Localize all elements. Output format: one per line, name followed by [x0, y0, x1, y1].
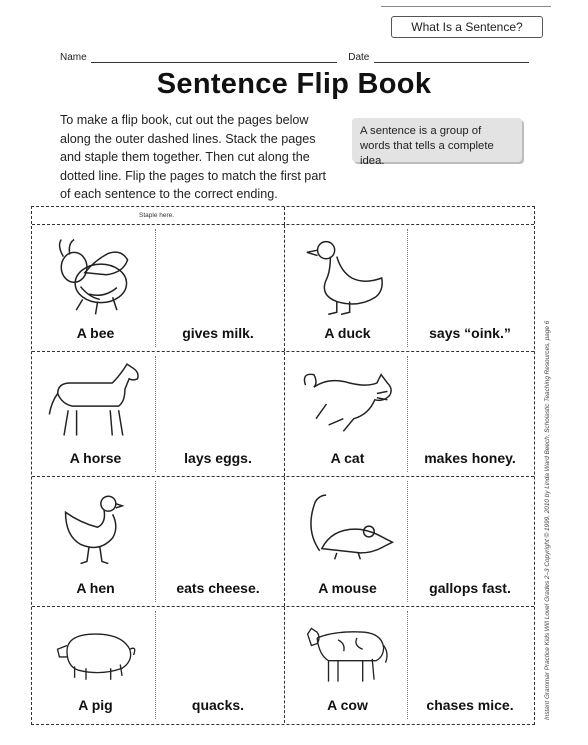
sentence-end: makes honey. — [424, 450, 516, 466]
ending-card — [156, 356, 280, 472]
sentence-end: says “oink.” — [429, 325, 511, 341]
sentence-end: gallops fast. — [429, 580, 511, 596]
name-date-row — [60, 52, 529, 63]
duck-card — [288, 229, 408, 347]
sentence-end: eats cheese. — [176, 580, 260, 596]
flip-page-2 — [32, 352, 534, 477]
bee-icon — [42, 235, 149, 321]
sentence-start: A cat — [330, 450, 365, 466]
cow-card — [288, 611, 408, 719]
sentence-start: A bee — [76, 325, 115, 341]
cat-card — [288, 356, 408, 472]
horse-icon — [42, 362, 149, 446]
ending-card — [156, 481, 280, 602]
page-title: Sentence Flip Book — [156, 68, 432, 100]
hen-icon — [42, 487, 149, 576]
staple-label: Staple here. — [139, 212, 175, 219]
date-label: Date — [348, 52, 370, 63]
bee-card — [36, 229, 156, 347]
sentence-start: A duck — [324, 325, 371, 341]
sentence-start: A hen — [76, 580, 115, 596]
ending-card — [156, 229, 280, 347]
sentence-start: A cow — [327, 697, 368, 713]
flip-page-1 — [32, 225, 534, 352]
flip-book-sheet — [31, 206, 535, 725]
mouse-icon — [294, 487, 401, 576]
topic-tab: What Is a Sentence? — [391, 16, 543, 38]
flip-page-3 — [32, 477, 534, 607]
cow-icon — [294, 617, 401, 693]
name-line[interactable] — [91, 52, 337, 63]
ending-card — [156, 611, 280, 719]
cat-icon — [294, 362, 401, 446]
horse-card — [36, 356, 156, 472]
header-rule — [381, 6, 551, 7]
sentence-start: A mouse — [318, 580, 377, 596]
ending-card — [408, 481, 532, 602]
pig-icon — [42, 617, 149, 693]
sentence-end: quacks. — [191, 697, 245, 713]
name-label: Name — [60, 52, 87, 63]
ending-card — [408, 229, 532, 347]
ending-card — [408, 611, 532, 719]
instructions: To make a flip book, cut out the pages below along the outer dashed lines. Stack the pages and staple them together. Then cut along the dotted line. Flip the pages to match the first part of each sentence to the correct ending. — [60, 113, 327, 201]
sentence-start: A horse — [69, 450, 122, 466]
staple-strip — [32, 207, 534, 225]
date-line[interactable] — [374, 52, 529, 63]
flip-page-4 — [32, 607, 534, 723]
ending-card — [408, 356, 532, 472]
definition-note: A sentence is a group of words that tells a complete idea. — [352, 118, 522, 162]
sentence-end: lays eggs. — [184, 450, 252, 466]
copyright-notice: Instant Grammar Practice Kids Will Love! Grades 2–3 Copyright © 1999, 2010 by Linda Ward Beech, Scholastic Teaching Resources, page 6 — [544, 320, 551, 720]
pig-card — [36, 611, 156, 719]
duck-icon — [294, 235, 401, 321]
sentence-end: gives milk. — [182, 325, 254, 341]
hen-card — [36, 481, 156, 602]
mouse-card — [288, 481, 408, 602]
sentence-end: chases mice. — [426, 697, 514, 713]
sentence-start: A pig — [78, 697, 113, 713]
